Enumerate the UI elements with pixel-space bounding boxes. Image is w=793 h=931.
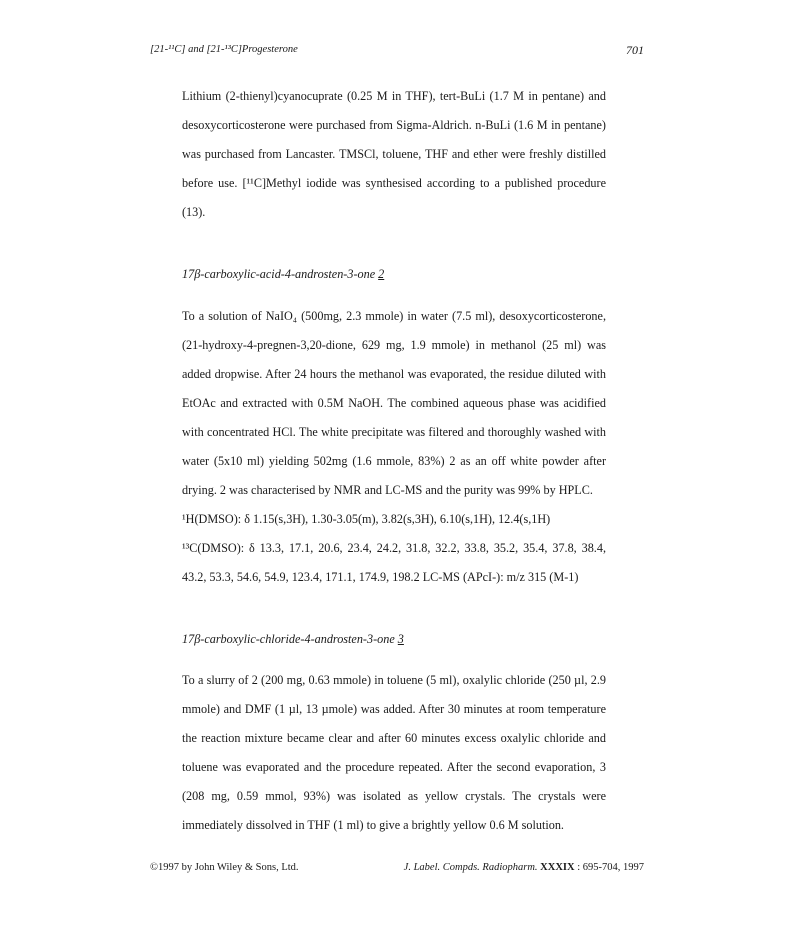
body-text: [182, 82, 606, 840]
copyright: ©1997 by John Wiley & Sons, Ltd.: [150, 862, 299, 873]
c-nmr-data: ¹³C(DMSO): δ 13.3, 17.1, 20.6, 23.4, 24.2, 31.8, 32.2, 33.8, 35.2, 35.4, 37.8, 38.4, 43.2, 53.3, 54.6, 54.9, 123.4, 171.1, 174.9, 198.2 LC-MS (APcI-): m/z 315 (M-1): [182, 541, 606, 585]
intro-paragraph: Lithium (2-thienyl)cyanocuprate (0.25 M in THF), tert-BuLi (1.7 M in pentane) and desoxycorticosterone were purchased from Sigma-Aldrich. n-BuLi (1.6 M in pentane) was purchased from Lancaster. TMSCl, toluene, THF and ether were freshly distilled before use. [¹¹C]Methyl iodide was synthesised according to a published procedure (13).: [182, 89, 606, 220]
running-title: [21-¹¹C] and [21-¹³C]Progesterone: [150, 44, 298, 55]
section-heading-acid-text: 17β-carboxylic-acid-4-androsten-3-one: [182, 267, 376, 282]
acid-procedure-paragraph: To a solution of NaIO₄ (500mg, 2.3 mmole) in water (7.5 ml), desoxycorticosterone, (21-hydroxy-4-pregnen-3,20-dione, 629 mg, 1.9 mmole) in methanol (25 ml) was added dropwise. After 24 hours the methanol was evaporated, the residue diluted with EtOAc and extracted with 0.5M NaOH. The combined aqueous phase was acidified with concentrated HCl. The white precipitate was filtered and thoroughly washed with water (5x10 ml) yielding 502mg (1.6 mmole, 83%) 2 as an off white powder after drying. 2 was characterised by NMR and LC-MS and the purity was 99% by HPLC.: [182, 308, 606, 498]
journal-pages-year: : 695-704, 1997: [577, 862, 644, 873]
running-header: [150, 44, 644, 55]
h-nmr-data: ¹H(DMSO): δ 1.15(s,3H), 1.30-3.05(m), 3.82(s,3H), 6.10(s,1H), 12.4(s,1H): [182, 512, 551, 527]
compound-number-3: 3: [397, 631, 404, 646]
chloride-procedure-paragraph: To a slurry of 2 (200 mg, 0.63 mmole) in toluene (5 ml), oxalylic chloride (250 µl, 2.9 mmole) and DMF (1 µl, 13 µmole) was added. After 30 minutes at room temperature the reaction mixture became clear and after 60 minutes excess oxalylic chloride and toluene was evaporated and the procedure repeated. After the second evaporation, 3 (208 mg, 0.59 mmol, 93%) was isolated as yellow crystals. The crystals were immediately dissolved in THF (1 ml) to give a brightly yellow 0.6 M solution.: [182, 672, 606, 833]
journal-name: J. Label. Compds. Radiopharm.: [403, 862, 538, 873]
section-heading-chloride-text: 17β-carboxylic-chloride-4-androsten-3-one: [182, 631, 395, 646]
journal-citation: [404, 862, 644, 873]
compound-number-2: 2: [378, 267, 385, 282]
journal-volume: XXXIX: [540, 862, 575, 873]
page-number: 701: [626, 43, 644, 57]
section-heading-chloride: [182, 625, 606, 654]
page-footer: [150, 862, 644, 873]
section-heading-acid: [182, 260, 606, 289]
